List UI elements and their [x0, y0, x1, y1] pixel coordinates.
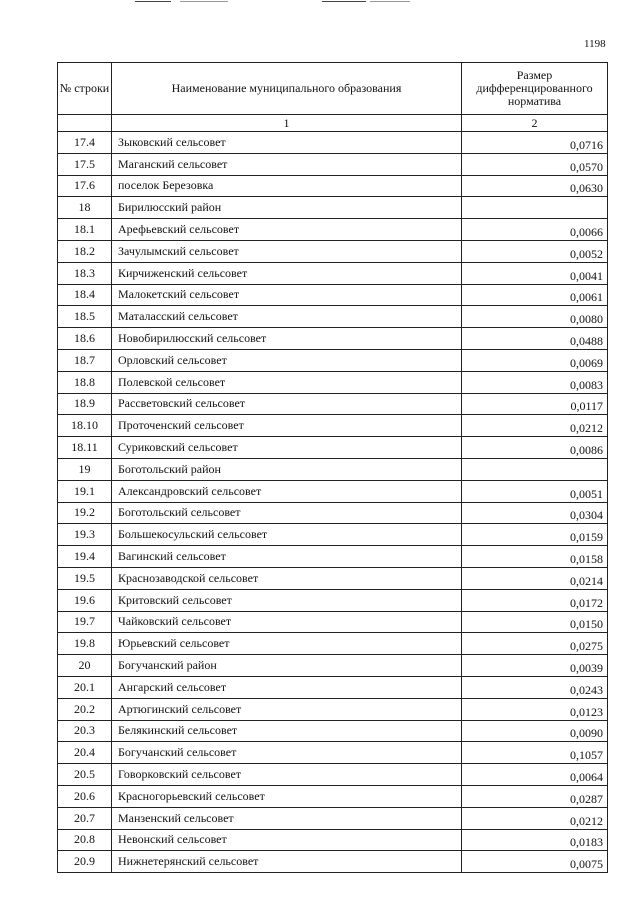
norm-value-cell: 0,0172 — [462, 589, 608, 611]
table-row — [58, 328, 608, 350]
table-row — [58, 284, 608, 306]
municipality-name-cell: Рассветовский сельсовет — [112, 393, 462, 415]
table-row — [58, 698, 608, 720]
table-row — [58, 764, 608, 786]
municipality-name-cell: Бирилюсский район — [112, 197, 462, 219]
row-number-cell: 19.1 — [58, 480, 112, 502]
norm-value-cell: 0,0086 — [462, 437, 608, 459]
table-row — [58, 807, 608, 829]
norm-value-cell: 0,0039 — [462, 655, 608, 677]
row-number-cell: 20.5 — [58, 764, 112, 786]
row-number-cell: 18.3 — [58, 262, 112, 284]
row-number-cell: 18.10 — [58, 415, 112, 437]
table-row — [58, 458, 608, 480]
municipality-name-cell: Большекосульский сельсовет — [112, 524, 462, 546]
row-number-cell: 18.4 — [58, 284, 112, 306]
table-row — [58, 262, 608, 284]
municipality-name-cell: Вагинский сельсовет — [112, 546, 462, 568]
norm-value-cell: 0,0243 — [462, 676, 608, 698]
header-norm-size: Размер дифференцированного норматива — [462, 63, 608, 115]
row-number-cell: 19.8 — [58, 633, 112, 655]
municipality-name-cell: Арефьевский сельсовет — [112, 219, 462, 241]
municipality-name-cell: Юрьевский сельсовет — [112, 633, 462, 655]
norm-value-cell: 0,0069 — [462, 349, 608, 371]
header-row-number: № строки — [58, 63, 112, 115]
table-row — [58, 437, 608, 459]
norm-value-cell: 0,0066 — [462, 219, 608, 241]
row-number-cell: 19.3 — [58, 524, 112, 546]
row-number-cell: 20.7 — [58, 807, 112, 829]
norm-value-cell: 0,0150 — [462, 611, 608, 633]
table-body — [58, 132, 608, 873]
row-number-cell: 19.5 — [58, 567, 112, 589]
norm-value-cell: 0,0041 — [462, 262, 608, 284]
norm-value-cell: 0,0064 — [462, 764, 608, 786]
row-number-cell: 19.6 — [58, 589, 112, 611]
municipality-name-cell: Белякинский сельсовет — [112, 720, 462, 742]
column-number-1: 1 — [112, 115, 462, 132]
norm-value-cell: 0,0158 — [462, 546, 608, 568]
row-number-cell: 20 — [58, 655, 112, 677]
norm-value-cell: 0,0159 — [462, 524, 608, 546]
norm-value-cell: 0,0570 — [462, 153, 608, 175]
table-row — [58, 851, 608, 873]
norm-value-cell: 0,0275 — [462, 633, 608, 655]
page-number: 1198 — [584, 38, 606, 50]
row-number-cell: 20.1 — [58, 676, 112, 698]
table-row — [58, 393, 608, 415]
table-row — [58, 175, 608, 197]
municipality-name-cell: поселок Березовка — [112, 175, 462, 197]
norm-value-cell: 0,0080 — [462, 306, 608, 328]
table-row — [58, 371, 608, 393]
municipality-name-cell: Краснозаводской сельсовет — [112, 567, 462, 589]
municipality-name-cell: Ангарский сельсовет — [112, 676, 462, 698]
norm-value-cell: 0,0304 — [462, 502, 608, 524]
row-number-cell: 17.6 — [58, 175, 112, 197]
row-number-cell: 20.4 — [58, 742, 112, 764]
table-row — [58, 720, 608, 742]
column-number-row — [58, 115, 608, 132]
table-row — [58, 829, 608, 851]
table-row — [58, 219, 608, 241]
norm-value-cell: 0,0117 — [462, 393, 608, 415]
table-row — [58, 567, 608, 589]
municipality-name-cell: Маганский сельсовет — [112, 153, 462, 175]
row-number-cell: 18.5 — [58, 306, 112, 328]
header-municipality-name: Наименование муниципального образования — [112, 63, 462, 115]
table-row — [58, 502, 608, 524]
municipality-name-cell: Богучанский сельсовет — [112, 742, 462, 764]
municipality-name-cell: Александровский сельсовет — [112, 480, 462, 502]
municipality-name-cell: Критовский сельсовет — [112, 589, 462, 611]
column-number-2: 2 — [462, 115, 608, 132]
row-number-cell: 17.4 — [58, 132, 112, 154]
municipality-name-cell: Боготольский сельсовет — [112, 502, 462, 524]
municipality-name-cell: Артюгинский сельсовет — [112, 698, 462, 720]
norm-value-cell: 0,0083 — [462, 371, 608, 393]
table-row — [58, 589, 608, 611]
norm-value-cell: 0,0716 — [462, 132, 608, 154]
table-row — [58, 633, 608, 655]
column-number-0 — [58, 115, 112, 132]
row-number-cell: 20.3 — [58, 720, 112, 742]
table-row — [58, 785, 608, 807]
municipality-name-cell: Зыковский сельсовет — [112, 132, 462, 154]
municipality-name-cell: Чайковский сельсовет — [112, 611, 462, 633]
table-row — [58, 611, 608, 633]
scan-top-marks — [0, 0, 634, 6]
norm-value-cell: 0,0061 — [462, 284, 608, 306]
row-number-cell: 20.8 — [58, 829, 112, 851]
norm-value-cell: 0,0212 — [462, 807, 608, 829]
norm-value-cell — [462, 458, 608, 480]
table-header-row — [58, 63, 608, 115]
row-number-cell: 18.9 — [58, 393, 112, 415]
norm-value-cell: 0,0214 — [462, 567, 608, 589]
municipality-name-cell: Суриковский сельсовет — [112, 437, 462, 459]
norm-value-cell: 0,0212 — [462, 415, 608, 437]
norm-value-cell: 0,0123 — [462, 698, 608, 720]
municipality-name-cell: Проточенский сельсовет — [112, 415, 462, 437]
municipality-name-cell: Новобирилюсский сельсовет — [112, 328, 462, 350]
municipality-name-cell: Орловский сельсовет — [112, 349, 462, 371]
row-number-cell: 20.2 — [58, 698, 112, 720]
municipality-name-cell: Нижнетерянский сельсовет — [112, 851, 462, 873]
table-row — [58, 546, 608, 568]
table-row — [58, 676, 608, 698]
row-number-cell: 19.7 — [58, 611, 112, 633]
row-number-cell: 20.6 — [58, 785, 112, 807]
municipality-name-cell: Боготольский район — [112, 458, 462, 480]
norm-value-cell: 0,0287 — [462, 785, 608, 807]
municipality-name-cell: Говорковский сельсовет — [112, 764, 462, 786]
municipality-name-cell: Малокетский сельсовет — [112, 284, 462, 306]
row-number-cell: 18.11 — [58, 437, 112, 459]
norm-value-cell: 0,0052 — [462, 240, 608, 262]
municipality-name-cell: Красногорьевский сельсовет — [112, 785, 462, 807]
row-number-cell: 20.9 — [58, 851, 112, 873]
municipality-name-cell: Богучанский район — [112, 655, 462, 677]
table-row — [58, 742, 608, 764]
row-number-cell: 18.8 — [58, 371, 112, 393]
norm-value-cell: 0,0090 — [462, 720, 608, 742]
norms-table — [57, 62, 608, 873]
municipality-name-cell: Маталасский сельсовет — [112, 306, 462, 328]
norm-value-cell: 0,0183 — [462, 829, 608, 851]
municipality-name-cell: Кирчиженский сельсовет — [112, 262, 462, 284]
table-row — [58, 132, 608, 154]
row-number-cell: 18.7 — [58, 349, 112, 371]
row-number-cell: 18 — [58, 197, 112, 219]
row-number-cell: 18.2 — [58, 240, 112, 262]
norm-value-cell — [462, 197, 608, 219]
municipality-name-cell: Полевской сельсовет — [112, 371, 462, 393]
row-number-cell: 19.4 — [58, 546, 112, 568]
norm-value-cell: 0,0488 — [462, 328, 608, 350]
table-row — [58, 415, 608, 437]
row-number-cell: 19.2 — [58, 502, 112, 524]
row-number-cell: 17.5 — [58, 153, 112, 175]
row-number-cell: 18.1 — [58, 219, 112, 241]
table-row — [58, 197, 608, 219]
municipality-name-cell: Манзенский сельсовет — [112, 807, 462, 829]
table-row — [58, 349, 608, 371]
row-number-cell: 19 — [58, 458, 112, 480]
norm-value-cell: 0,0630 — [462, 175, 608, 197]
norm-value-cell: 0,0051 — [462, 480, 608, 502]
municipality-name-cell: Невонский сельсовет — [112, 829, 462, 851]
norm-value-cell: 0,1057 — [462, 742, 608, 764]
table-row — [58, 524, 608, 546]
row-number-cell: 18.6 — [58, 328, 112, 350]
norm-value-cell: 0,0075 — [462, 851, 608, 873]
municipality-name-cell: Зачулымский сельсовет — [112, 240, 462, 262]
table-row — [58, 240, 608, 262]
table-row — [58, 480, 608, 502]
table-row — [58, 306, 608, 328]
table-row — [58, 153, 608, 175]
table-row — [58, 655, 608, 677]
